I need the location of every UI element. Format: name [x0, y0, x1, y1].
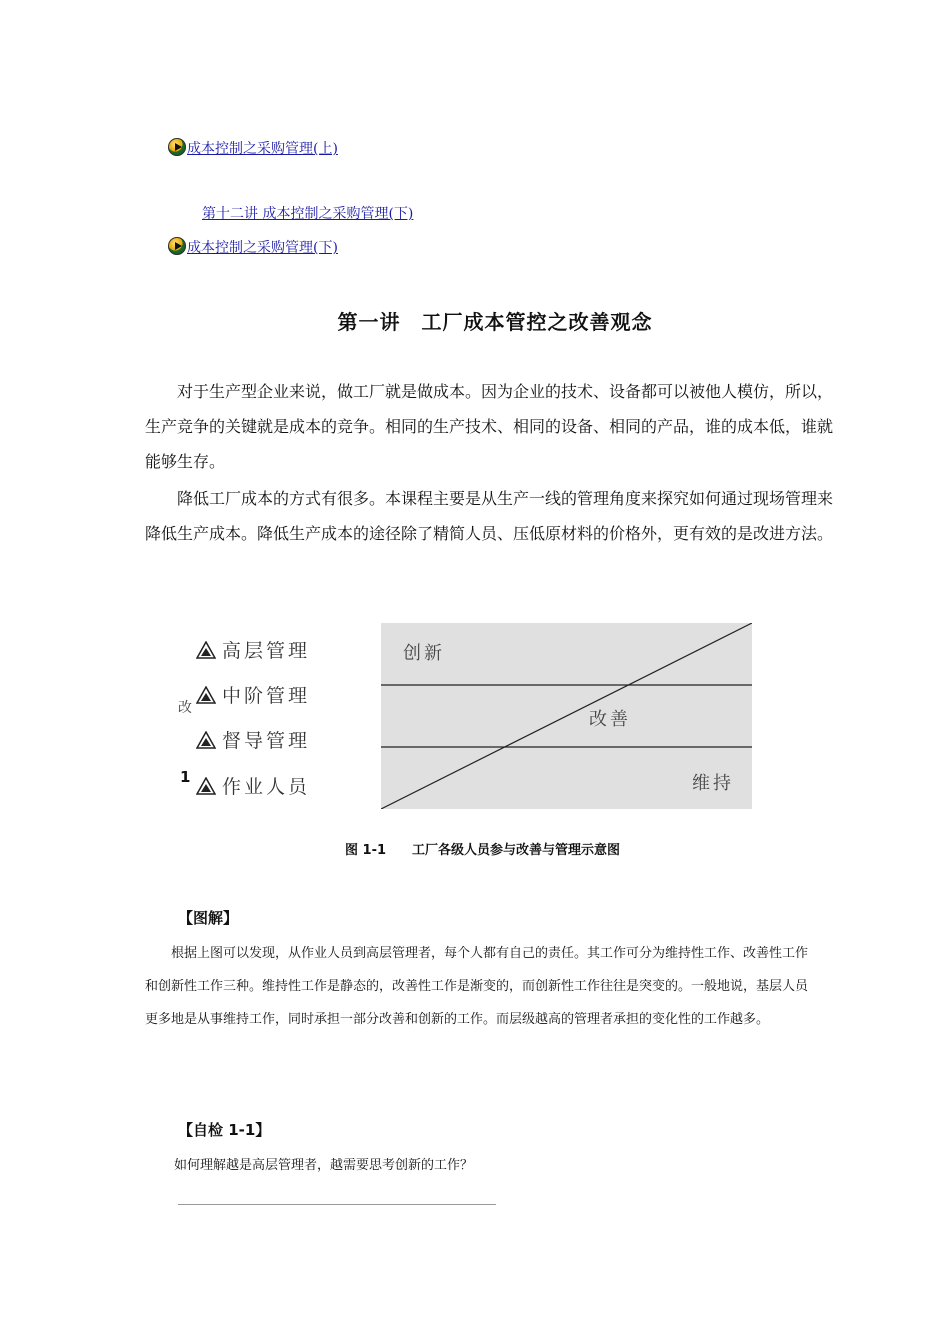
level-label: 中阶管理	[222, 685, 311, 707]
link-lecture-12[interactable]	[202, 203, 413, 223]
level-label: 督导管理	[222, 730, 311, 752]
level-middle-management	[196, 681, 310, 708]
play-icon	[168, 138, 186, 156]
answer-line[interactable]	[178, 1204, 496, 1205]
selfcheck-heading: 【自检 1-1】	[178, 1121, 271, 1139]
zone-maintenance: 维持	[692, 773, 734, 794]
stray-number: 1	[180, 768, 191, 786]
tujie-text: 根据上图可以发现，从作业人员到高层管理者，每个人都有自己的责任。其工作可分为维持性工作、改善性工作和创新性工作三种。维持性工作是静态的，改善性工作是渐变的，而创新性工作往往是突变的。一般地说，基层人员更多地是从事维持工作，同时承担一部分改善和创新的工作。而层级越高的管理者承担的变化性的工作越多。	[145, 946, 809, 1027]
link-text[interactable]: 成本控制之采购管理(上)	[187, 141, 338, 157]
level-supervisory-management	[196, 726, 310, 753]
level-top-management	[196, 636, 310, 663]
paragraph-1: 对于生产型企业来说，做工厂就是做成本。因为企业的技术、设备都可以被他人模仿，所以，生产竞争的关键就是成本的竞争。相同的生产技术、相同的设备、相同的产品，谁的成本低，谁就能够生存。	[145, 382, 834, 471]
page-title: 第一讲 工厂成本管控之改善观念	[337, 310, 653, 334]
level-label: 作业人员	[222, 776, 311, 798]
zone-innovation: 创新	[403, 643, 445, 664]
triangle-icon	[196, 777, 216, 795]
zone-improvement: 改善	[589, 709, 631, 730]
link-purchase-management-2[interactable]	[168, 237, 338, 257]
link-purchase-management-1[interactable]	[168, 138, 338, 158]
stray-glyph: 改	[178, 700, 192, 716]
paragraph-2: 降低工厂成本的方式有很多。本课程主要是从生产一线的管理角度来探究如何通过现场管理来降低生产成本。降低生产成本的途径除了精简人员、压低原材料的价格外，更有效的是改进方法。	[145, 489, 834, 543]
tujie-heading: 【图解】	[178, 909, 239, 927]
figure-caption: 图 1-1 工厂各级人员参与改善与管理示意图	[345, 843, 621, 858]
level-label: 高层管理	[222, 640, 311, 662]
level-operators	[196, 772, 310, 799]
link-text[interactable]: 成本控制之采购管理(下)	[187, 240, 338, 256]
play-icon	[168, 237, 186, 255]
selfcheck-question: 如何理解越是高层管理者，越需要思考创新的工作？	[174, 1158, 474, 1173]
triangle-icon	[196, 731, 216, 749]
link-text[interactable]: 第十二讲 成本控制之采购管理(下)	[202, 206, 414, 222]
triangle-icon	[196, 686, 216, 704]
triangle-icon	[196, 641, 216, 659]
